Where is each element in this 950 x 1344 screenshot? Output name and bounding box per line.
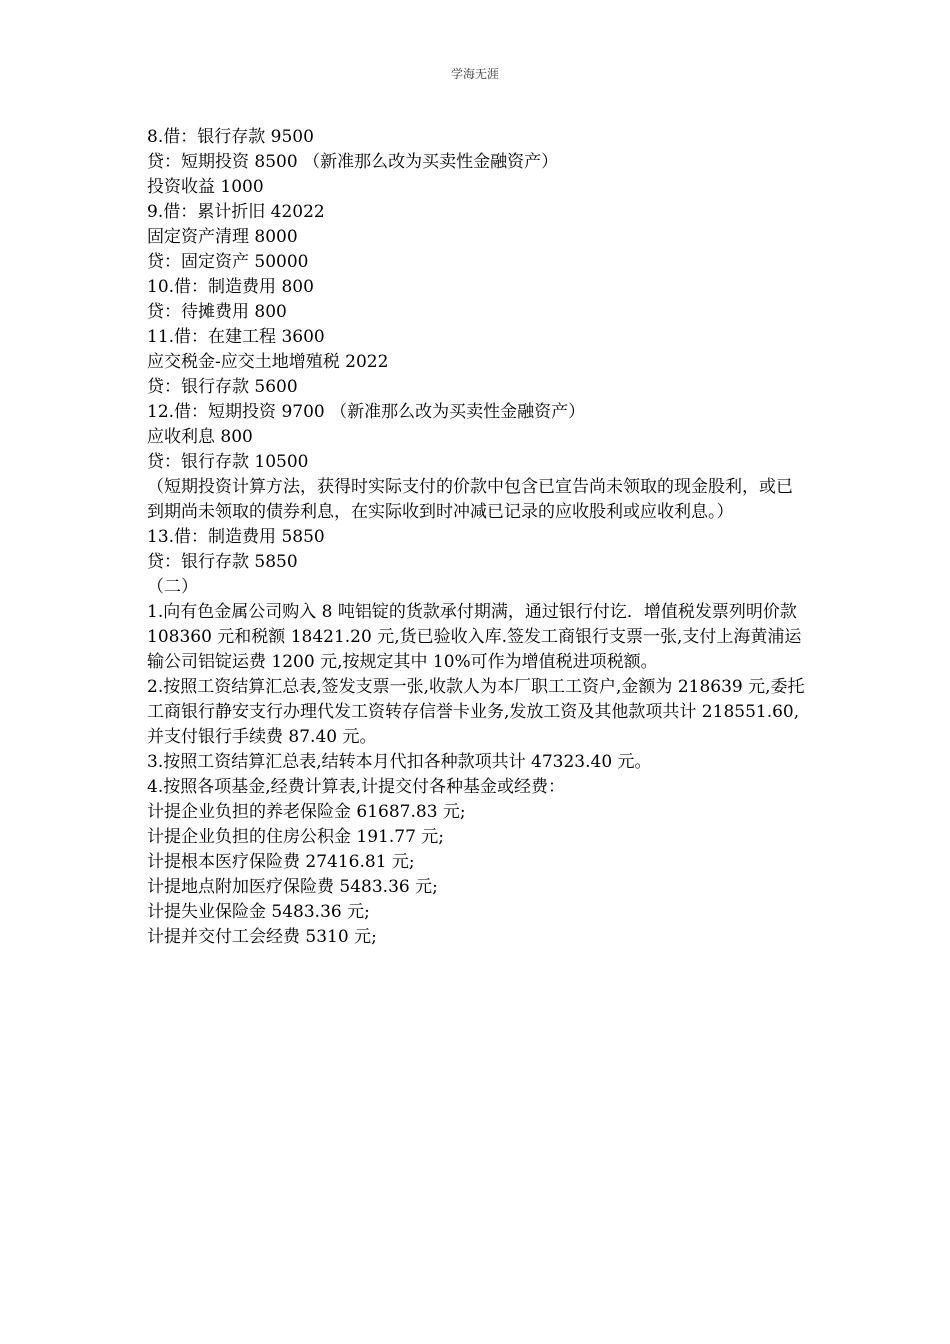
entry-line: 贷：待摊费用 800: [147, 302, 287, 322]
entry-line: 贷：银行存款 5600: [147, 377, 298, 397]
question-paragraph: 4.按照各项基金,经费计算表,计提交付各种基金或经费：: [147, 777, 566, 797]
entry-line: 13.借：制造费用 5850: [147, 527, 325, 547]
accrual-line: 计提企业负担的住房公积金 191.77 元;: [147, 827, 445, 847]
page-header: 学海无涯: [450, 67, 499, 81]
entry-line: 10.借：制造费用 800: [147, 277, 314, 297]
accrual-line: 计提根本医疗保险费 27416.81 元;: [147, 852, 415, 872]
entry-line: 应交税金-应交土地增殖税 2022: [147, 352, 389, 372]
entry-line: 投资收益 1000: [147, 177, 264, 197]
document-body: [147, 125, 807, 950]
question-paragraph: 3.按照工资结算汇总表,结转本月代扣各种款项共计 47323.40 元。: [147, 752, 652, 772]
accrual-line: 计提企业负担的养老保险金 61687.83 元;: [147, 802, 466, 822]
question-paragraph: 2.按照工资结算汇总表,签发支票一张,收款人为本厂职工工资户,金额为 218639 元,委托工商银行静安支行办理代发工资转存信誉卡业务,发放工资及其他款项共计 218551.60,并支付银行手续费 87.40 元。: [147, 677, 805, 747]
entry-line: 8.借：银行存款 9500: [147, 127, 314, 147]
entry-line: 贷：银行存款 5850: [147, 552, 298, 572]
entry-line: 贷：固定资产 50000: [147, 252, 309, 272]
accrual-line: 计提地点附加医疗保险费 5483.36 元;: [147, 877, 438, 897]
entry-line: 固定资产清理 8000: [147, 227, 298, 247]
method-note: （短期投资计算方法，获得时实际支付的价款中包含已宣告尚未领取的现金股利，或已到期尚未领取的债券利息，在实际收到时冲减已记录的应收股利或应收利息。）: [147, 477, 793, 522]
entry-line: 11.借：在建工程 3600: [147, 327, 325, 347]
section-heading: （二）: [147, 577, 198, 597]
entry-line: 贷：银行存款 10500: [147, 452, 309, 472]
accrual-line: 计提并交付工会经费 5310 元;: [147, 927, 377, 947]
entry-line: 贷：短期投资 8500 （新准那么改为买卖性金融资产）: [147, 152, 559, 172]
entry-line: 9.借：累计折旧 42022: [147, 202, 325, 222]
entry-line: 应收利息 800: [147, 427, 253, 447]
accrual-line: 计提失业保险金 5483.36 元;: [147, 902, 370, 922]
question-paragraph: 1.向有色金属公司购入 8 吨铝锭的货款承付期满，通过银行付讫．增值税发票列明价款 108360 元和税额 18421.20 元,货已验收入库.签发工商银行支票一张,支付上海黄浦运输公司铝锭运费 1200 元,按规定其中 10%可作为增值税进项税额。: [147, 602, 802, 672]
entry-line: 12.借：短期投资 9700 （新准那么改为买卖性金融资产）: [147, 402, 586, 422]
